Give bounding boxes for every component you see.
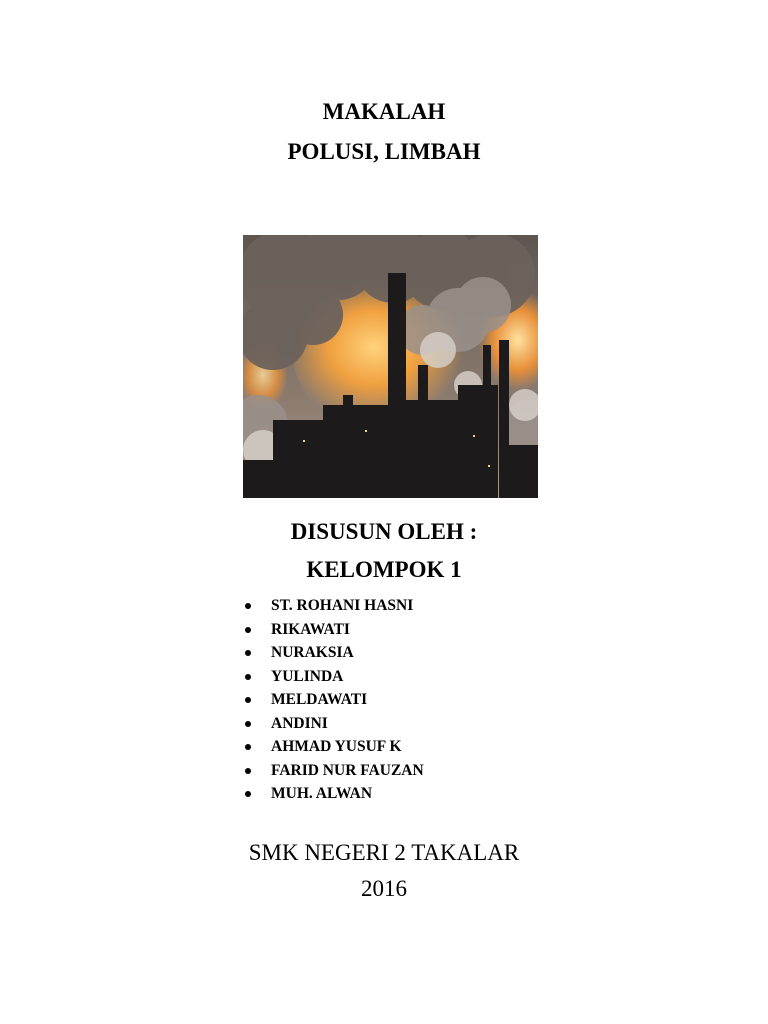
member-name: NURAKSIA (271, 644, 354, 661)
member-name: ANDINI (271, 714, 328, 732)
bullet-icon (245, 650, 251, 656)
member-name: FARID NUR FAUZAN (271, 761, 424, 779)
member-list (245, 594, 424, 806)
bullet-icon (245, 721, 251, 727)
list-item (245, 712, 424, 736)
list-item (245, 618, 424, 642)
bullet-icon (245, 603, 251, 609)
member-name: MUH. ALWAN (271, 785, 373, 802)
bullet-icon (245, 744, 251, 750)
bullet-icon (245, 627, 251, 633)
list-item (245, 782, 424, 806)
factory-smoke-illustration (243, 235, 538, 498)
list-item (245, 735, 424, 759)
list-item (245, 759, 424, 783)
bullet-icon (245, 697, 251, 703)
title-makalah: MAKALAH (322, 99, 446, 124)
list-item (245, 594, 424, 618)
bullet-icon (245, 791, 251, 797)
member-name: ST. ROHANI HASNI (271, 597, 414, 614)
member-name: MELDAWATI (271, 691, 368, 708)
title-topic: POLUSI, LIMBAH (287, 139, 481, 164)
cover-photo (243, 235, 538, 498)
bullet-icon (245, 674, 251, 680)
year: 2016 (361, 876, 407, 901)
group-name: KELOMPOK 1 (306, 557, 462, 582)
member-name: AHMAD YUSUF K (271, 738, 402, 755)
member-name: RIKAWATI (271, 620, 350, 638)
list-item (245, 665, 424, 689)
compiled-by-label: DISUSUN OLEH : (290, 519, 478, 544)
bullet-icon (245, 768, 251, 774)
member-name: YULINDA (271, 667, 344, 685)
list-item (245, 688, 424, 712)
school-name: SMK NEGERI 2 TAKALAR (248, 840, 520, 865)
list-item (245, 641, 424, 665)
